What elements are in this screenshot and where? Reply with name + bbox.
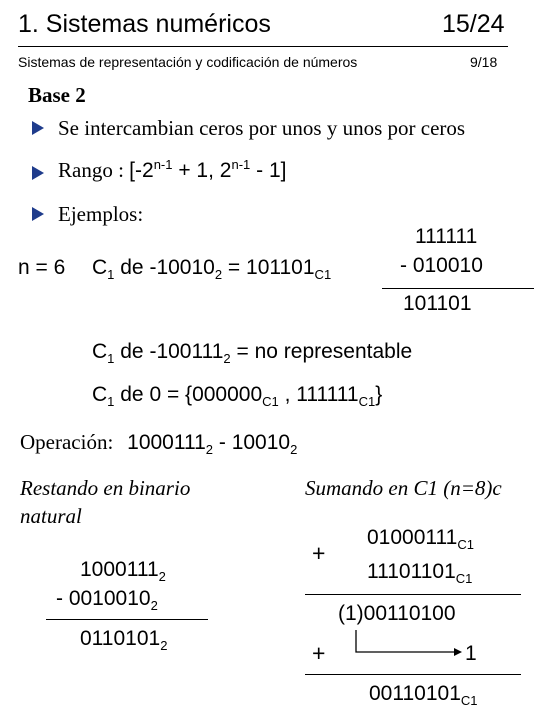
carry-result: (1)00110100 xyxy=(338,602,456,625)
operation-expression: $1000111_2 - 10010_2$ xyxy=(127,431,298,458)
left-line2: - $0010010_2$ xyxy=(56,587,158,614)
left-method-title: Restando en binario xyxy=(20,476,191,500)
bullet-text: Ejemplos: xyxy=(58,202,144,226)
example-n-label: n = 6 xyxy=(18,256,66,279)
header-divider xyxy=(18,46,508,47)
range-formula: [$-2^{n-1} + 1$, 2$^{n-1}$ - 1] xyxy=(129,157,287,182)
right-line1: $01000111_{C1}$ xyxy=(367,526,474,553)
left-line-divider xyxy=(46,619,208,620)
example3-equation: $C_1$ de $0 = \{000000_{C1}$ , $111111_{C1}$} xyxy=(92,383,383,410)
slide-title: 1. Sistemas numéricos xyxy=(18,10,271,38)
right-line2: $11101101_{C1}$ xyxy=(367,560,473,587)
bullet-icon xyxy=(32,207,44,221)
sum-line xyxy=(382,288,534,289)
right-line-divider xyxy=(305,594,521,595)
subtitle: Sistemas de representación y codificación de números xyxy=(18,54,358,70)
sum-result: 101101 xyxy=(403,292,472,315)
sub-counter: 9/18 xyxy=(470,54,498,70)
bullet-text: Se intercambian ceros por unos y unos por ceros xyxy=(58,116,466,140)
sum-subtrahend: - 010010 xyxy=(400,254,483,277)
carry-digit: 1 xyxy=(465,642,477,665)
plus-sign: + xyxy=(312,540,326,566)
final-line-divider xyxy=(305,674,521,675)
carry-arrow-icon xyxy=(354,628,464,658)
bullet-icon xyxy=(32,166,44,180)
slide-counter: 15/24 xyxy=(442,10,505,38)
left-result: $0110101_2$ xyxy=(80,627,168,654)
final-result: $00110101_{C1}$ xyxy=(369,682,478,709)
right-method-title: Sumando en C1 (n=8)c xyxy=(305,476,502,500)
sum-top: 111111 xyxy=(415,225,478,248)
left-method-title: natural xyxy=(20,504,82,528)
operation-label: Operación: xyxy=(20,430,114,454)
bullet-icon xyxy=(32,121,44,135)
section-heading: Base 2 xyxy=(28,83,86,107)
plus-sign: + xyxy=(312,640,326,666)
range-text xyxy=(58,158,286,183)
example1-equation: $C_1$ de $-10010_2 = 101101_{C1}$ xyxy=(92,256,332,283)
range-label: Rango : xyxy=(58,158,130,182)
left-line1: $1000111_2$ xyxy=(80,558,166,585)
operation-line xyxy=(20,430,298,458)
example2-equation: $C_1$ de $-100111_2$ = no representable xyxy=(92,340,413,367)
